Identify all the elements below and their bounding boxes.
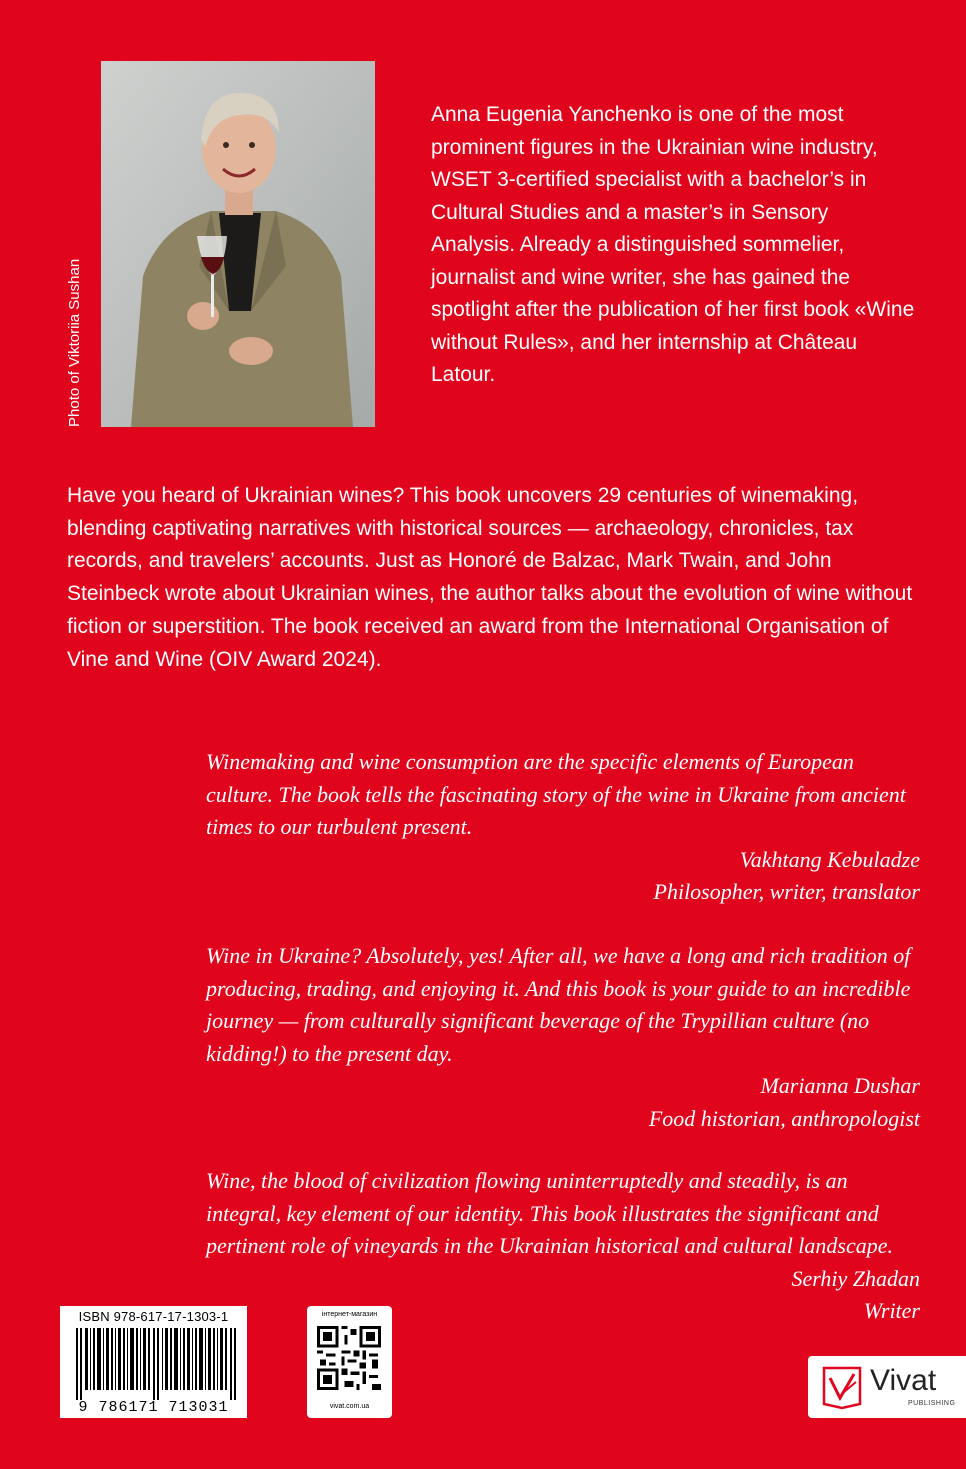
quote-author: Vakhtang Kebuladze: [739, 846, 920, 872]
review-quote: [206, 1165, 920, 1328]
quote-author: Serhiy Zhadan: [791, 1265, 920, 1291]
qr-code-icon: [317, 1326, 381, 1390]
book-description: [67, 480, 923, 676]
publisher-subtitle: PUBLISHING: [908, 1400, 956, 1407]
isbn-label: ISBN 978-617-17-1303-1: [78, 1309, 229, 1324]
author-bio: [431, 99, 916, 392]
quote-text: Winemaking and wine consumption are the specific elements of European culture. The book tells the fascinating story of the wine in Ukraine from ancient times to our turbulent present.: [206, 749, 906, 839]
qr-url: vivat.com.ua: [329, 1403, 370, 1410]
barcode-icon: [76, 1328, 236, 1400]
publisher-name: Vivat: [870, 1364, 937, 1397]
vivat-logo-icon: [820, 1364, 864, 1410]
qr-label: інтернет-магазин: [321, 1311, 378, 1318]
qr-code-box: [307, 1306, 392, 1418]
quote-author: Marianna Dushar: [760, 1073, 920, 1098]
quote-author-role: Philosopher, writer, translator: [653, 879, 920, 904]
barcode-digits: 9 786171 713031: [78, 1399, 229, 1416]
quote-author-role: Food historian, anthropologist: [648, 1105, 920, 1131]
author-bio-text: Anna Eugenia Yanchenko is one of the most prominent figures in the Ukrainian wine industry, WSET 3-certified specialist with a bachelor’s in Cultural Studies and a master’s in Sensory Analysis. Already a distinguished sommelier, journalist and wine writer, she has gained the spotlight after the publication of her first book «Wine without Rules», and her internship at Château Latour.: [431, 103, 915, 386]
isbn-barcode-box: [60, 1306, 247, 1418]
author-photo: [101, 61, 375, 427]
quote-text: Wine in Ukraine? Absolutely, yes! After all, we have a long and rich tradition of producing, trading, and enjoying it. And this book is your guide to an incredible journey — from culturally significant beverage of the Trypillian culture (no kidding!) to the present day.: [206, 943, 911, 1066]
book-description-text: Have you heard of Ukrainian wines? This book uncovers 29 centuries of winemaking, blending captivating narratives with historical sources — archaeology, chronicles, tax records, and travelers’ accounts. Just as Honoré de Balzac, Mark Twain, and John Steinbeck wrote about Ukrainian wines, the author talks about the evolution of wine without fiction or superstition. The book received an award from the International Organisation of Vine and Wine (OIV Award 2024).: [67, 484, 913, 671]
photo-credit: Photo of Viktoriia Sushan: [66, 258, 83, 427]
quote-text: Wine, the blood of civilization flowing uninterruptedly and steadily, is an integral, key element of our identity. This book illustrates the significant and pertinent role of vineyards in the Ukrainian historical and cultural landscape.: [206, 1168, 894, 1258]
review-quote: [206, 940, 920, 1135]
publisher-logo: [808, 1356, 966, 1418]
review-quote: [206, 746, 920, 909]
quote-author-role: Writer: [863, 1298, 920, 1323]
